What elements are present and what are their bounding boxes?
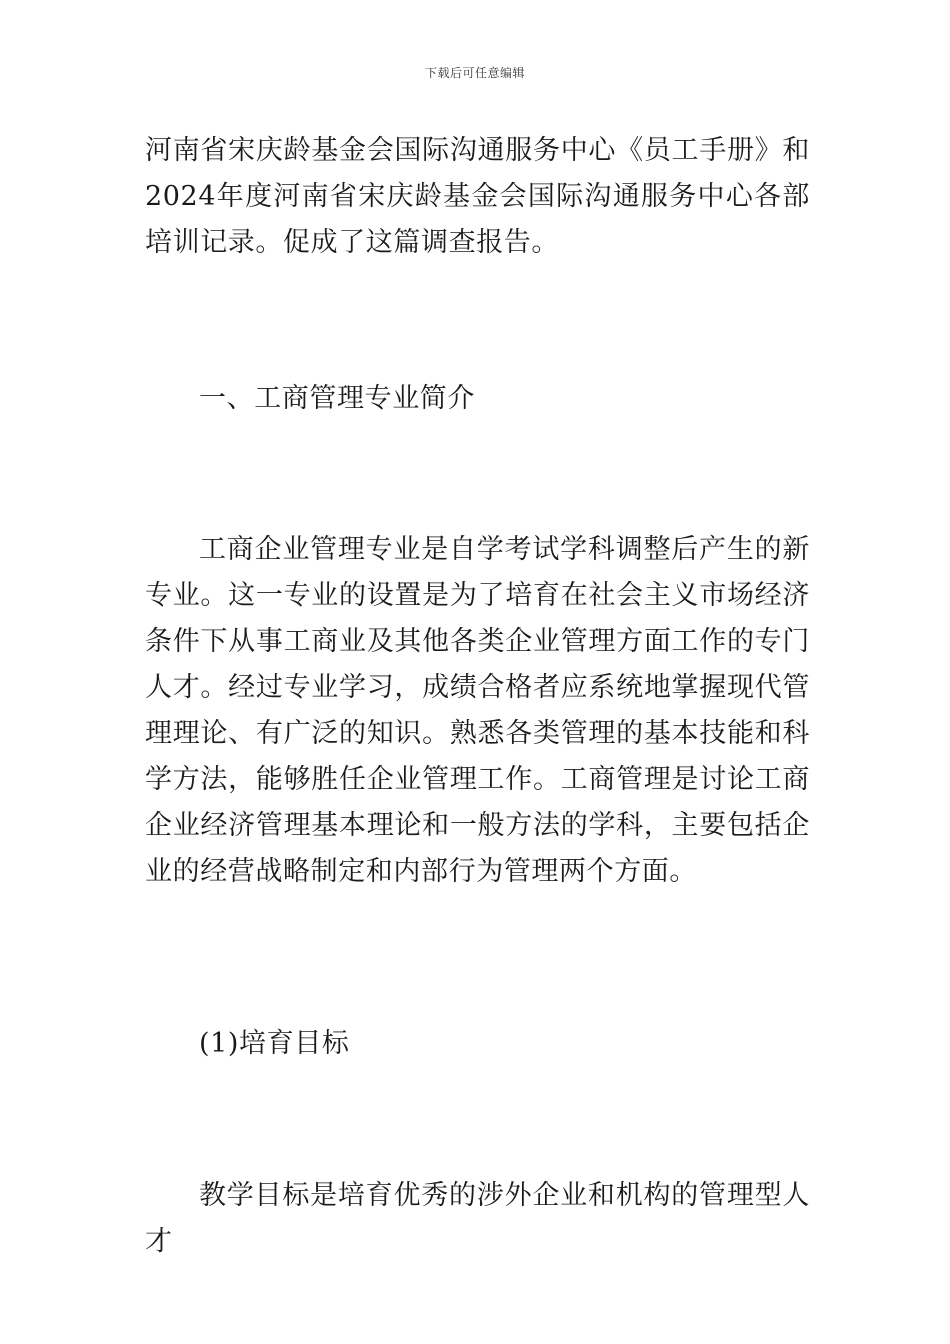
- header-note: 下载后可任意编辑: [424, 66, 525, 80]
- intro-paragraph: 河南省宋庆龄基金会国际沟通服务中心《员工手册》和2024年度河南省宋庆龄基金会国际沟通服务中心各部培训记录。促成了这篇调查报告。: [145, 135, 810, 258]
- major-description-paragraph: 工商企业管理专业是自学考试学科调整后产生的新专业。这一专业的设置是为了培育在社会主义市场经济条件下从事工商业及其他各类企业管理方面工作的专门人才。经过专业学习，成绩合格者应系统地掌握现代管理理论、有广泛的知识。熟悉各类管理的基本技能和科学方法，能够胜任企业管理工作。工商管理是讨论工商企业经济管理基本理论和一般方法的学科，主要包括企业的经营战略制定和内部行为管理两个方面。: [145, 534, 810, 887]
- section-heading: 一、工商管理专业简介: [199, 383, 475, 414]
- goal-paragraph: 教学目标是培育优秀的涉外企业和机构的管理型人才: [145, 1180, 810, 1257]
- subsection-heading: (1)培育目标: [199, 1028, 350, 1059]
